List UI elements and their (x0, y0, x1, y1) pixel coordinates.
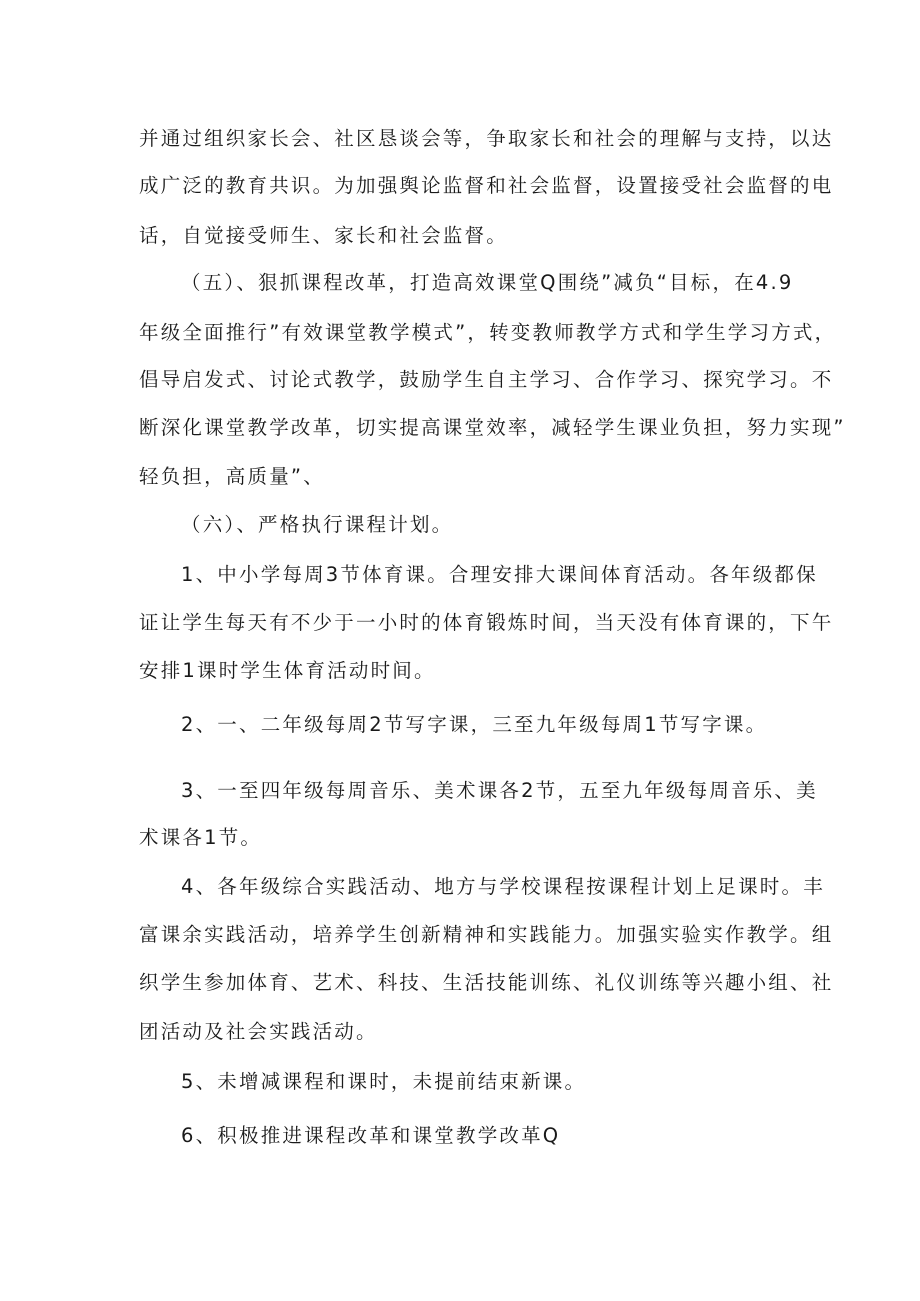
paragraph-line: 富课余实践活动，培养学生创新精神和实践能力。加强实验实作教学。组 (139, 923, 834, 946)
paragraph-line: 术课各1节。 (139, 826, 263, 849)
paragraph-line: 织学生参加体育、艺术、科技、生活技能训练、礼仪训练等兴趣小组、社 (139, 971, 834, 994)
paragraph-line: 并通过组织家长会、社区恳谈会等，争取家长和社会的理解与支持，以达 (139, 127, 834, 150)
paragraph-line: 倡导启发式、讨论式教学，鼓励学生自主学习、合作学习、探究学习。不 (139, 368, 834, 391)
list-item-5: 5、未增减课程和课时，未提前结束新课。 (181, 1070, 587, 1093)
paragraph-line: 证让学生每天有不少于一小时的体育锻炼时间，当天没有体育课的，下午 (139, 611, 834, 634)
paragraph-line: 话，自觉接受师生、家长和社会监督。 (139, 224, 508, 247)
list-item-2: 2、一、二年级每周2节写字课，三至九年级每周1节写字课。 (181, 713, 768, 736)
paragraph-line: 成广泛的教育共识。为加强舆论监督和社会监督，设置接受社会监督的电 (139, 174, 834, 197)
list-item-6: 6、积极推进课程改革和课堂教学改革Q (181, 1124, 561, 1147)
list-item-1: 1、中小学每周3节体育课。合理安排大课间体育活动。各年级都保 (181, 563, 818, 586)
paragraph-line: 年级全面推行”有效课堂教学模式”，转变教师教学方式和学生学习方式， (139, 321, 837, 344)
section-heading-five: （五）、狠抓课程改革，打造高效课堂Q围绕”减负“目标，在4.9 (181, 271, 794, 294)
paragraph-line: 团活动及社会实践活动。 (139, 1020, 378, 1043)
list-item-3: 3、一至四年级每周音乐、美术课各2节，五至九年级每周音乐、美 (181, 779, 818, 802)
paragraph-line: 断深化课堂教学改革，切实提高课堂效率，减轻学生课业负担，努力实现” (139, 416, 846, 439)
paragraph-line: 安排1课时学生体育活动时间。 (139, 659, 436, 682)
section-heading-six: （六）、严格执行课程计划。 (181, 513, 454, 536)
paragraph-line: 轻负担，高质量”、 (139, 465, 325, 488)
list-item-4: 4、各年级综合实践活动、地方与学校课程按课程计划上足课时。丰 (181, 875, 825, 898)
